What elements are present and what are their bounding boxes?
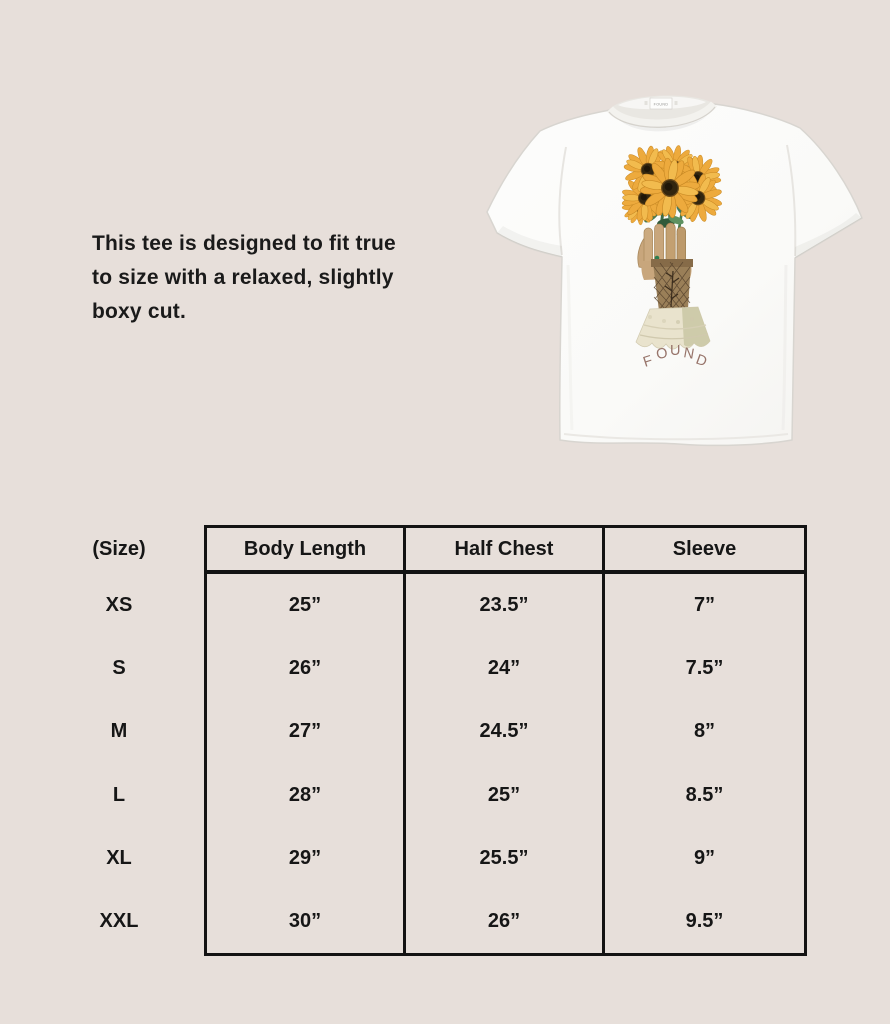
- cell-sleeve: 8.5”: [685, 783, 724, 806]
- fit-description-line: boxy cut.: [92, 300, 186, 323]
- size-label: S: [112, 657, 126, 680]
- size-label: XXL: [99, 910, 139, 933]
- size-label: XS: [105, 594, 133, 617]
- product-photo: [478, 85, 878, 475]
- size-label: M: [110, 720, 128, 743]
- size-column-header: (Size): [92, 538, 146, 560]
- size-label: XL: [106, 846, 132, 869]
- cell-half-chest: 25”: [406, 764, 605, 827]
- cell-half-chest: 24”: [406, 637, 605, 700]
- cell-body-length: 29”: [207, 827, 406, 890]
- size-column: [34, 525, 204, 953]
- cell-body-length: 30”: [207, 890, 406, 953]
- size-label: L: [112, 783, 126, 806]
- fit-description: [92, 227, 452, 329]
- cell-body-length: 25”: [207, 574, 406, 637]
- cell-body-length: 26”: [207, 637, 406, 700]
- cell-half-chest: 23.5”: [406, 574, 605, 637]
- column-header-half-chest: Half Chest: [406, 528, 605, 574]
- fit-description-line: to size with a relaxed, slightly: [92, 266, 394, 289]
- column-header-sleeve: Sleeve: [605, 528, 804, 574]
- cell-sleeve: 9.5”: [685, 910, 724, 933]
- fit-description-line: This tee is designed to fit true: [92, 232, 396, 255]
- found-letter: D: [693, 351, 709, 371]
- cell-sleeve: 7.5”: [685, 657, 724, 680]
- cell-sleeve: 8”: [693, 720, 716, 743]
- measurements-table: [204, 525, 807, 956]
- cell-body-length: 27”: [207, 700, 406, 763]
- tshirt-image: [478, 85, 878, 475]
- found-letter: O: [655, 345, 669, 363]
- cell-half-chest: 24.5”: [406, 700, 605, 763]
- cell-half-chest: 26”: [406, 890, 605, 953]
- cell-body-length: 28”: [207, 764, 406, 827]
- cell-sleeve: 7”: [693, 594, 716, 617]
- column-header-body-length: Body Length: [207, 528, 406, 574]
- found-letter: N: [682, 345, 696, 363]
- found-letter: U: [670, 343, 681, 359]
- size-chart: [34, 525, 807, 956]
- cell-half-chest: 25.5”: [406, 827, 605, 890]
- cell-sleeve: 9”: [693, 846, 716, 869]
- neck-label-text: FOUND: [653, 102, 669, 107]
- found-letter: F: [641, 352, 655, 371]
